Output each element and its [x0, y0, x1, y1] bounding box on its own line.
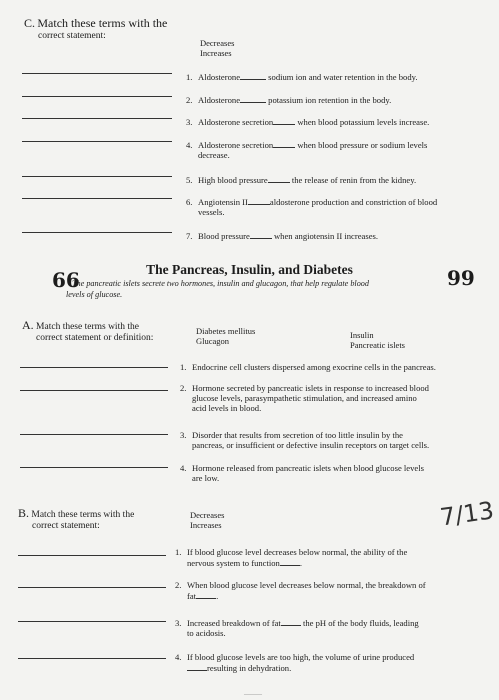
term-increases: Increases [190, 520, 222, 530]
section-c-item-2: 2. Aldosterone potassium ion retention in the body. [186, 95, 392, 105]
inline-blank[interactable] [273, 139, 295, 148]
inline-blank[interactable] [196, 590, 216, 599]
section-b-heading: B. Match these terms with the correct statement: [18, 506, 135, 531]
answer-line-b3[interactable] [18, 621, 166, 622]
section-c-item-5: 5. High blood pressure the release of renin from the kidney. [186, 175, 417, 185]
answer-line-c4[interactable] [22, 141, 172, 142]
inline-blank[interactable] [250, 230, 272, 239]
section-c-heading: C. Match these terms with the correct statement: [24, 16, 168, 41]
answer-line-c5[interactable] [22, 176, 172, 177]
section-c-item-3: 3. Aldosterone secretion when blood potassium levels increase. [186, 117, 430, 127]
section-c-item-1: 1. Aldosterone sodium ion and water retention in the body. [186, 72, 418, 82]
section-c-item-7: 7. Blood pressure when angiotensin II increases. [186, 231, 378, 241]
answer-line-b1[interactable] [18, 555, 166, 556]
section-c-terms [200, 38, 234, 58]
section-c-item-6: 6. Angiotensin II aldosterone production and constriction of blood vessels. [186, 197, 438, 217]
inline-blank[interactable] [248, 196, 270, 205]
term-glucagon: Glucagon [196, 336, 230, 346]
answer-line-a2[interactable] [20, 390, 168, 391]
section-a-item-4: 4. Hormone released from pancreatic islets when blood glucose levels are low. [180, 463, 424, 483]
intro-quote: The pancreatic islets secrete two hormones, insulin and glucagon, that help regulate blood [72, 279, 369, 288]
answer-line-a1[interactable] [20, 367, 168, 368]
section-a-heading: A. Match these terms with the correct statement or definition: [22, 318, 154, 343]
section-a-item-3: 3. Disorder that results from secretion of too little insulin by the pancreas, or insufficient or defective insulin receptors on target cells. [180, 430, 430, 450]
section-a-terms-right [350, 330, 405, 350]
answer-line-c2[interactable] [22, 96, 172, 97]
inline-blank[interactable] [281, 617, 301, 626]
term-decreases: Decreases [190, 510, 225, 520]
answer-line-b2[interactable] [18, 587, 166, 588]
inline-blank[interactable] [240, 71, 266, 80]
answer-line-a3[interactable] [20, 434, 168, 435]
answer-line-c6[interactable] [22, 198, 172, 199]
term-insulin: Insulin [350, 330, 374, 340]
page-footer-mark: ——— [244, 692, 262, 698]
handwritten-score: 7/13 [438, 496, 496, 532]
inline-blank[interactable] [273, 116, 295, 125]
inline-blank[interactable] [187, 662, 207, 671]
answer-line-c3[interactable] [22, 118, 172, 119]
inline-blank[interactable] [240, 94, 266, 103]
inline-blank[interactable] [280, 557, 300, 566]
intro-quote-line2: levels of glucose. [66, 290, 123, 299]
section-b-terms [190, 510, 224, 530]
term-diabetes-mellitus: Diabetes mellitus [196, 326, 256, 336]
answer-line-c7[interactable] [22, 232, 172, 233]
section-b-item-2: 2. When blood glucose level decreases below normal, the breakdown of fat . [175, 580, 426, 601]
inline-blank[interactable] [268, 174, 290, 183]
close-quote-icon: 99 [447, 266, 475, 290]
section-a-item-2: 2. Hormone secreted by pancreatic islets in response to increased blood glucose levels, parasympathetic stimulation, and increased amino acid levels in blood. [180, 383, 429, 413]
section-a-terms-left [196, 326, 255, 346]
open-quote-icon: 66 [52, 268, 80, 292]
section-b-item-4: 4. If blood glucose levels are too high, the volume of urine produced resulting in dehydration. [175, 652, 415, 673]
term-decreases: Decreases [200, 38, 235, 48]
answer-line-c1[interactable] [22, 73, 172, 74]
section-title: The Pancreas, Insulin, and Diabetes [146, 262, 353, 277]
term-increases: Increases [200, 48, 232, 58]
section-a-item-1: 1. Endocrine cell clusters dispersed among exocrine cells in the pancreas. [180, 362, 436, 372]
term-pancreatic-islets: Pancreatic islets [350, 340, 405, 350]
section-b-item-3: 3. Increased breakdown of fat the pH of the body fluids, leading to acidosis. [175, 618, 419, 638]
answer-line-a4[interactable] [20, 467, 168, 468]
answer-line-b4[interactable] [18, 658, 166, 659]
section-b-item-1: 1. If blood glucose level decreases below normal, the ability of the nervous system to function . [175, 547, 408, 568]
section-c-item-4: 4. Aldosterone secretion when blood pressure or sodium levels decrease. [186, 140, 428, 160]
